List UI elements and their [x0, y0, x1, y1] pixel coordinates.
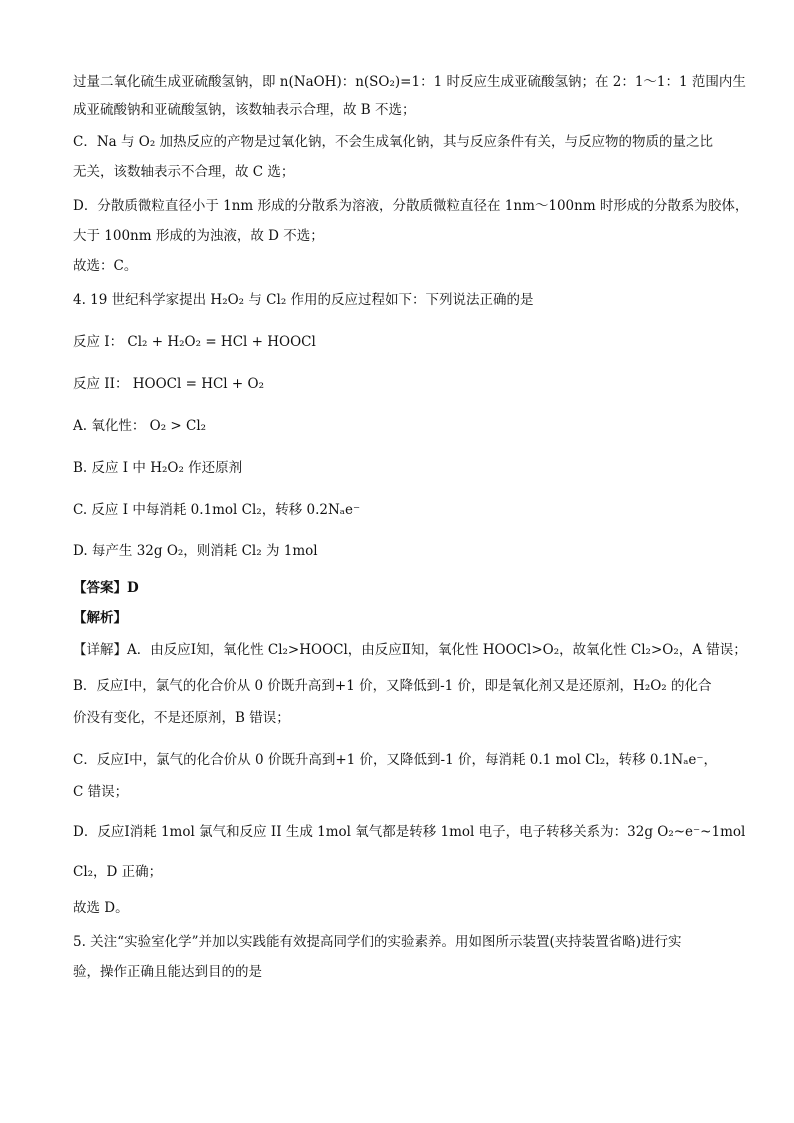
text-line: 价没有变化，不是还原剂，B 错误； [73, 710, 290, 726]
text-line: C 错误； [73, 784, 129, 800]
text-line: 故选：C。 [73, 258, 138, 274]
option-a: A. 氧化性： O₂ > Cl₂ [73, 418, 207, 434]
reaction-1: 反应 I： Cl₂ + H₂O₂ = HCl + HOOCl [73, 334, 316, 350]
text-line: 过量二氧化硫生成亚硫酸氢钠，即 n(NaOH)：n(SO₂)=1：1 时反应生成亚硫酸氢钠；在 2：1～1：1 范围内生 [73, 74, 746, 90]
option-c: C. 反应 I 中每消耗 0.1mol Cl₂，转移 0.2Nₐe⁻ [73, 502, 361, 518]
explanation-c: C．反应Ⅰ中，氯气的化合价从 0 价既升高到+1 价，又降低到-1 价，每消耗 0.1 mol Cl₂，转移 0.1Nₐe⁻， [73, 752, 718, 768]
explanation-d: D．反应Ⅰ消耗 1mol 氯气和反应 II 生成 1mol 氧气都是转移 1mol 电子，电子转移关系为：32g O₂~e⁻~1mol [73, 824, 746, 840]
text-line: D．分散质微粒直径小于 1nm 形成的分散系为溶液，分散质微粒直径在 1nm～100nm 时形成的分散系为胶体， [73, 198, 749, 214]
text-line: 大于 100nm 形成的为浊液，故 D 不选； [73, 228, 324, 244]
question-4-stem: 4. 19 世纪科学家提出 H₂O₂ 与 Cl₂ 作用的反应过程如下：下列说法正确的是 [73, 292, 534, 308]
reaction-2: 反应 II： HOOCl = HCl + O₂ [73, 376, 264, 392]
answer-label: 【答案】D [73, 580, 139, 596]
text-line: 成亚硫酸钠和亚硫酸氢钠，该数轴表示合理，故 B 不选； [73, 102, 416, 118]
text-line: C．Na 与 O₂ 加热反应的产物是过氧化钠，不会生成氧化钠，其与反应条件有关，与反应物的物质的量之比 [73, 134, 714, 150]
option-b: B. 反应 I 中 H₂O₂ 作还原剂 [73, 460, 243, 476]
analysis-label: 【解析】 [73, 610, 127, 626]
text-line: 验，操作正确且能达到目的的是 [73, 964, 262, 980]
text-line: 故选 D。 [73, 900, 129, 916]
explanation-a: 【详解】A．由反应Ⅰ知，氧化性 Cl₂>HOOCl，由反应Ⅱ知，氧化性 HOOCl>O₂，故氧化性 Cl₂>O₂，A 错误； [73, 642, 747, 658]
text-line: Cl₂，D 正确； [73, 864, 163, 880]
option-d: D. 每产生 32g O₂，则消耗 Cl₂ 为 1mol [73, 543, 318, 559]
text-line: 无关，该数轴表示不合理，故 C 选； [73, 164, 295, 180]
explanation-b: B．反应Ⅰ中，氯气的化合价从 0 价既升高到+1 价，又降低到-1 价，即是氧化剂又是还原剂，H₂O₂ 的化合 [73, 678, 712, 694]
question-5-stem: 5. 关注“实验室化学”并加以实践能有效提高同学们的实验素养。用如图所示装置(夹持装置省略)进行实 [73, 934, 682, 950]
